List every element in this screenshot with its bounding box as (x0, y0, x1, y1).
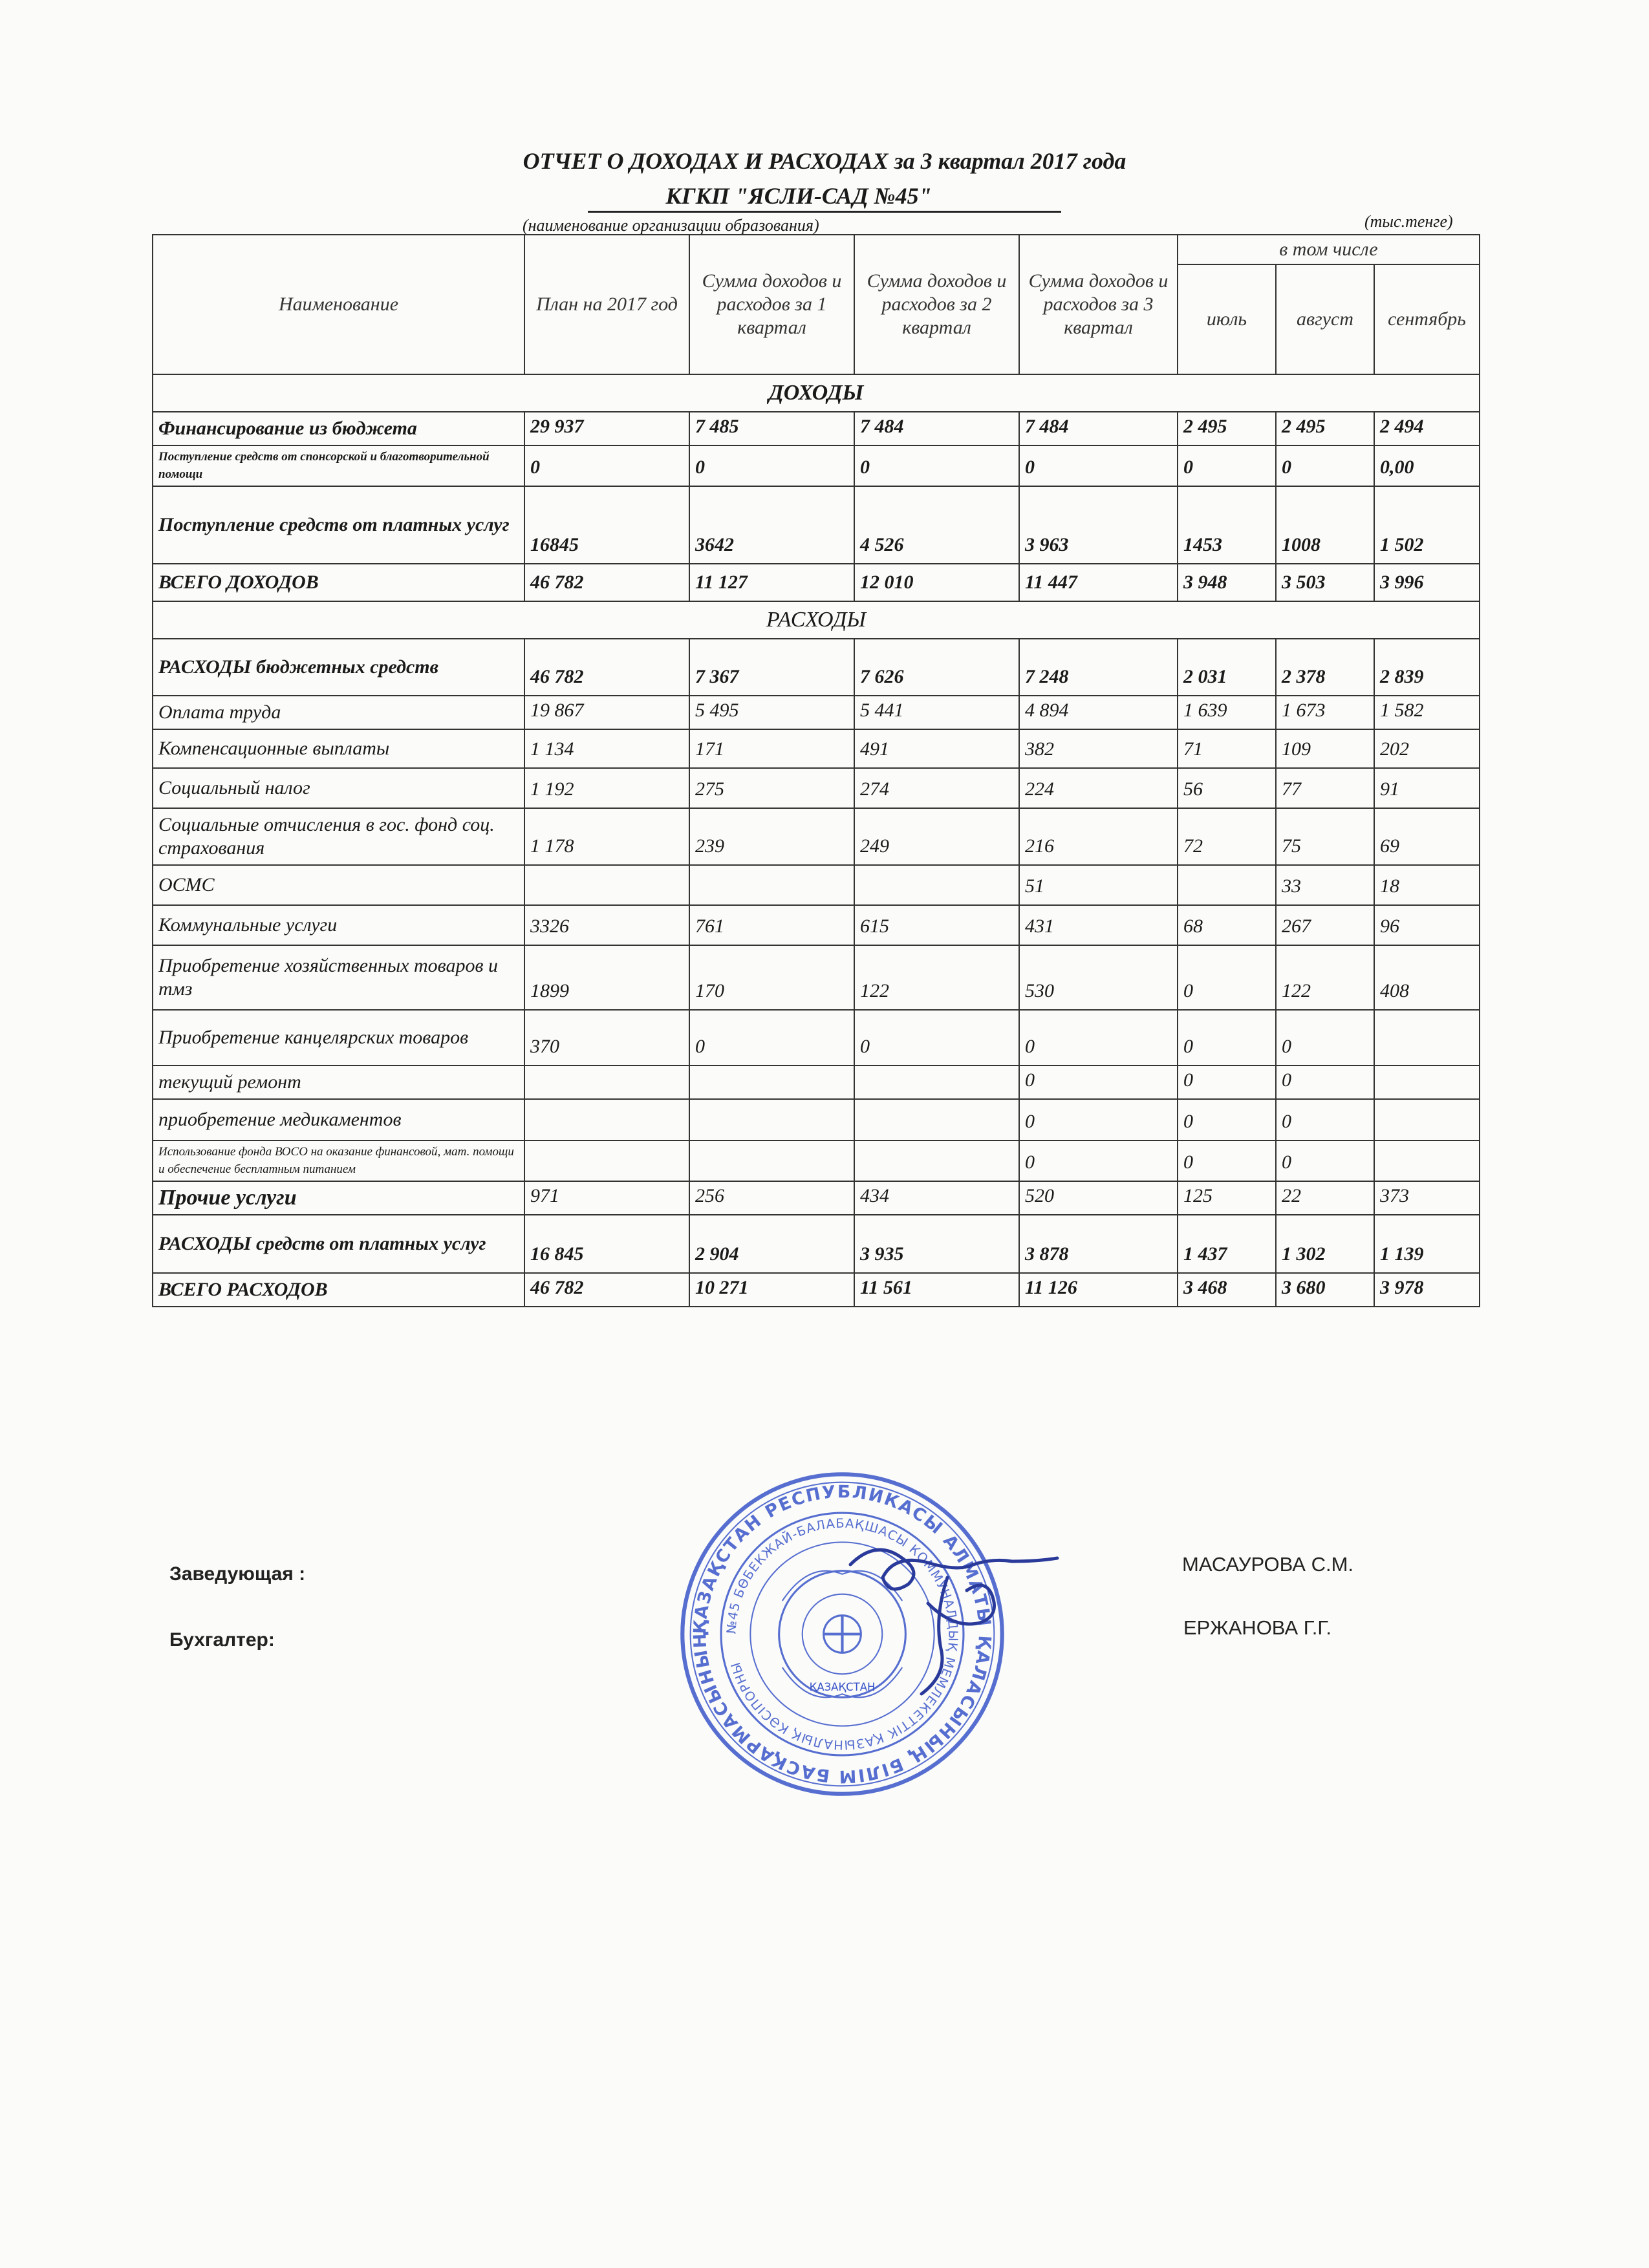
expense-q1-cell: 2 904 (689, 1215, 854, 1273)
expense-q1-cell: 170 (689, 945, 854, 1010)
expense-row (153, 808, 1480, 865)
expense-q2-cell: 11 561 (854, 1273, 1019, 1307)
expense-m1-cell: 125 (1178, 1181, 1276, 1215)
expense-plan-cell: 19 867 (524, 696, 689, 729)
expense-m3-cell (1374, 1065, 1480, 1099)
units-label: (тыс.тенге) (1364, 212, 1453, 231)
expense-plan-cell: 16 845 (524, 1215, 689, 1273)
expense-name: РАСХОДЫ средств от платных услуг (153, 1215, 524, 1273)
expense-m2-cell: 0 (1276, 1140, 1374, 1181)
accountant-name: ЕРЖАНОВА Г.Г. (1183, 1616, 1331, 1639)
head-name: МАСАУРОВА С.М. (1182, 1553, 1354, 1576)
expense-q2-cell: 0 (854, 1010, 1019, 1065)
income-name: Поступление средств от спонсорской и благотворительной помощи (153, 445, 524, 486)
expense-q3-cell: 0 (1019, 1065, 1178, 1099)
expense-q2-cell: 122 (854, 945, 1019, 1010)
expense-q2-cell: 491 (854, 729, 1019, 768)
expense-m2-cell: 75 (1276, 808, 1374, 865)
expense-m2-cell: 122 (1276, 945, 1374, 1010)
expense-m2-cell: 267 (1276, 905, 1374, 945)
expense-q3-cell: 431 (1019, 905, 1178, 945)
expense-m3-cell: 408 (1374, 945, 1480, 1010)
expense-m3-cell (1374, 1140, 1480, 1181)
expense-m3-cell: 96 (1374, 905, 1480, 945)
income-m2-cell: 1008 (1276, 486, 1374, 564)
expense-q2-cell: 5 441 (854, 696, 1019, 729)
expense-q1-cell: 7 367 (689, 639, 854, 696)
organization-caption: (наименование организации образования) (523, 216, 819, 235)
expense-q3-cell: 0 (1019, 1010, 1178, 1065)
expense-m1-cell: 72 (1178, 808, 1276, 865)
expense-m2-cell: 1 302 (1276, 1215, 1374, 1273)
expense-m2-cell: 33 (1276, 865, 1374, 905)
income-q2-cell: 12 010 (854, 564, 1019, 601)
expense-q2-cell: 7 626 (854, 639, 1019, 696)
income-q3-cell: 3 963 (1019, 486, 1178, 564)
expense-q3-cell: 224 (1019, 768, 1178, 808)
expense-plan-cell: 971 (524, 1181, 689, 1215)
expense-row (153, 729, 1480, 768)
income-m1-cell: 1453 (1178, 486, 1276, 564)
expense-name: Социальные отчисления в гос. фонд соц. страхования (153, 808, 524, 865)
expense-m2-cell: 0 (1276, 1065, 1374, 1099)
expense-name: Приобретение канцелярских товаров (153, 1010, 524, 1065)
expense-m1-cell: 3 468 (1178, 1273, 1276, 1307)
expense-name: Прочие услуги (153, 1181, 524, 1215)
expense-m1-cell: 0 (1178, 1099, 1276, 1140)
expense-name: ВСЕГО РАСХОДОВ (153, 1273, 524, 1307)
income-row (153, 564, 1480, 601)
income-q1-cell: 0 (689, 445, 854, 486)
expense-name: Компенсационные выплаты (153, 729, 524, 768)
expense-m1-cell: 0 (1178, 945, 1276, 1010)
expense-plan-cell (524, 1099, 689, 1140)
income-name: Поступление средств от платных услуг (153, 486, 524, 564)
expense-m3-cell: 1 139 (1374, 1215, 1480, 1273)
expense-q2-cell (854, 1065, 1019, 1099)
expense-m1-cell: 56 (1178, 768, 1276, 808)
expense-row (153, 1181, 1480, 1215)
expense-plan-cell: 370 (524, 1010, 689, 1065)
income-row (153, 445, 1480, 486)
expense-q1-cell: 239 (689, 808, 854, 865)
expense-m1-cell: 0 (1178, 1010, 1276, 1065)
expense-plan-cell (524, 1065, 689, 1099)
expense-section-title: РАСХОДЫ (153, 601, 1480, 639)
expense-plan-cell: 1 192 (524, 768, 689, 808)
expense-q1-cell: 171 (689, 729, 854, 768)
income-name: ВСЕГО ДОХОДОВ (153, 564, 524, 601)
expense-q1-cell: 256 (689, 1181, 854, 1215)
expense-name: Приобретение хозяйственных товаров и тмз (153, 945, 524, 1010)
expense-row (153, 696, 1480, 729)
expense-q3-cell: 382 (1019, 729, 1178, 768)
expense-q2-cell: 249 (854, 808, 1019, 865)
expense-row (153, 1273, 1480, 1307)
expense-m3-cell: 373 (1374, 1181, 1480, 1215)
organization-name (0, 182, 1649, 213)
expense-m3-cell (1374, 1099, 1480, 1140)
expense-m3-cell: 18 (1374, 865, 1480, 905)
expense-m1-cell (1178, 865, 1276, 905)
expense-q1-cell: 10 271 (689, 1273, 854, 1307)
expense-row (153, 1215, 1480, 1273)
expense-plan-cell: 1 134 (524, 729, 689, 768)
expense-m2-cell: 0 (1276, 1010, 1374, 1065)
expense-name: ОСМС (153, 865, 524, 905)
col-header-september: сентябрь (1374, 264, 1480, 374)
income-section-row (153, 374, 1480, 412)
expense-q2-cell: 3 935 (854, 1215, 1019, 1273)
expense-row (153, 865, 1480, 905)
income-plan-cell: 0 (524, 445, 689, 486)
col-header-q2: Сумма доходов и расходов за 2 квартал (854, 235, 1019, 374)
expense-row (153, 1140, 1480, 1181)
income-m3-cell: 2 494 (1374, 412, 1480, 445)
signature-scribble (831, 1526, 1090, 1713)
expense-plan-cell (524, 1140, 689, 1181)
income-m1-cell: 3 948 (1178, 564, 1276, 601)
expense-q3-cell: 216 (1019, 808, 1178, 865)
col-header-plan: План на 2017 год (524, 235, 689, 374)
expense-name: Оплата труда (153, 696, 524, 729)
expense-m1-cell: 68 (1178, 905, 1276, 945)
income-q3-cell: 7 484 (1019, 412, 1178, 445)
expense-row (153, 1099, 1480, 1140)
expense-q2-cell: 274 (854, 768, 1019, 808)
expense-m3-cell: 69 (1374, 808, 1480, 865)
expense-m1-cell: 71 (1178, 729, 1276, 768)
income-name: Финансирование из бюджета (153, 412, 524, 445)
expense-m2-cell: 77 (1276, 768, 1374, 808)
expense-plan-cell: 3326 (524, 905, 689, 945)
expense-m3-cell (1374, 1010, 1480, 1065)
expense-m2-cell: 0 (1276, 1099, 1374, 1140)
expense-row (153, 945, 1480, 1010)
expense-q2-cell: 434 (854, 1181, 1019, 1215)
income-plan-cell: 46 782 (524, 564, 689, 601)
expense-q1-cell: 5 495 (689, 696, 854, 729)
income-q3-cell: 0 (1019, 445, 1178, 486)
expense-row (153, 768, 1480, 808)
income-m2-cell: 0 (1276, 445, 1374, 486)
stamp-inner-text: №45 БӨБЕКЖАЙ-БАЛАБАҚШАСЫ КОММУНАЛДЫҚ МЕМЛЕКЕТТІК ҚАЗЫНАЛЫҚ КӘСІПОРНЫ (724, 1515, 961, 1753)
expense-q1-cell (689, 1065, 854, 1099)
income-m3-cell: 1 502 (1374, 486, 1480, 564)
organization-name-text: КГКП "ЯСЛИ-САД №45" (588, 182, 1061, 213)
income-q2-cell: 4 526 (854, 486, 1019, 564)
expense-name: приобретение медикаментов (153, 1099, 524, 1140)
table-header-row (153, 235, 1480, 264)
income-m1-cell: 0 (1178, 445, 1276, 486)
expense-q1-cell (689, 1099, 854, 1140)
col-header-q3: Сумма доходов и расходов за 3 квартал (1019, 235, 1178, 374)
expense-m3-cell: 1 582 (1374, 696, 1480, 729)
expense-row (153, 905, 1480, 945)
expense-q3-cell: 3 878 (1019, 1215, 1178, 1273)
expense-m2-cell: 109 (1276, 729, 1374, 768)
expense-m3-cell: 2 839 (1374, 639, 1480, 696)
accountant-label: Бухгалтер: (169, 1629, 275, 1651)
expense-name: Использование фонда ВОСО на оказание финансовой, мат. помощи и обеспечение бесплатным питанием (153, 1140, 524, 1181)
expense-row (153, 1065, 1480, 1099)
expense-m1-cell: 1 437 (1178, 1215, 1276, 1273)
income-q1-cell: 3642 (689, 486, 854, 564)
col-header-q1: Сумма доходов и расходов за 1 квартал (689, 235, 854, 374)
expense-q3-cell: 0 (1019, 1099, 1178, 1140)
expense-q2-cell (854, 1140, 1019, 1181)
income-row (153, 486, 1480, 564)
expense-q3-cell: 0 (1019, 1140, 1178, 1181)
income-q2-cell: 7 484 (854, 412, 1019, 445)
expense-m2-cell: 2 378 (1276, 639, 1374, 696)
report-title: ОТЧЕТ О ДОХОДАХ И РАСХОДАХ за 3 квартал 2017 года (523, 148, 1126, 174)
expense-q3-cell: 520 (1019, 1181, 1178, 1215)
income-m3-cell: 3 996 (1374, 564, 1480, 601)
expense-q1-cell: 275 (689, 768, 854, 808)
income-q1-cell: 7 485 (689, 412, 854, 445)
income-section-title: ДОХОДЫ (153, 374, 1480, 412)
income-m3-cell: 0,00 (1374, 445, 1480, 486)
expense-m1-cell: 2 031 (1178, 639, 1276, 696)
expense-q2-cell: 615 (854, 905, 1019, 945)
expense-name: Социальный налог (153, 768, 524, 808)
expense-q1-cell (689, 1140, 854, 1181)
expense-section-row (153, 601, 1480, 639)
expense-m1-cell: 1 639 (1178, 696, 1276, 729)
income-m1-cell: 2 495 (1178, 412, 1276, 445)
expense-row (153, 1010, 1480, 1065)
expense-m2-cell: 1 673 (1276, 696, 1374, 729)
expense-plan-cell: 46 782 (524, 639, 689, 696)
col-header-name: Наименование (153, 235, 524, 374)
expense-plan-cell: 46 782 (524, 1273, 689, 1307)
expense-q3-cell: 11 126 (1019, 1273, 1178, 1307)
expense-name: РАСХОДЫ бюджетных средств (153, 639, 524, 696)
income-plan-cell: 16845 (524, 486, 689, 564)
expense-q3-cell: 4 894 (1019, 696, 1178, 729)
col-header-including: в том числе (1178, 235, 1480, 264)
expense-plan-cell: 1 178 (524, 808, 689, 865)
expense-q3-cell: 51 (1019, 865, 1178, 905)
expense-m2-cell: 22 (1276, 1181, 1374, 1215)
income-row (153, 412, 1480, 445)
expense-q2-cell (854, 1099, 1019, 1140)
income-q2-cell: 0 (854, 445, 1019, 486)
expense-q1-cell: 0 (689, 1010, 854, 1065)
expense-m2-cell: 3 680 (1276, 1273, 1374, 1307)
col-header-august: август (1276, 264, 1374, 374)
expense-q3-cell: 530 (1019, 945, 1178, 1010)
expense-m1-cell: 0 (1178, 1140, 1276, 1181)
income-m2-cell: 3 503 (1276, 564, 1374, 601)
income-q3-cell: 11 447 (1019, 564, 1178, 601)
income-plan-cell: 29 937 (524, 412, 689, 445)
expense-plan-cell: 1899 (524, 945, 689, 1010)
expense-name: Коммунальные услуги (153, 905, 524, 945)
income-q1-cell: 11 127 (689, 564, 854, 601)
expense-q1-cell (689, 865, 854, 905)
report-table (152, 234, 1480, 1307)
expense-name: текущий ремонт (153, 1065, 524, 1099)
income-m2-cell: 2 495 (1276, 412, 1374, 445)
expense-q2-cell (854, 865, 1019, 905)
stamp-center-text: ҚАЗАҚСТАН (809, 1681, 876, 1694)
expense-row (153, 639, 1480, 696)
expense-m1-cell: 0 (1178, 1065, 1276, 1099)
head-label: Заведующая : (169, 1563, 306, 1585)
expense-m3-cell: 3 978 (1374, 1273, 1480, 1307)
col-header-july: июль (1178, 264, 1276, 374)
expense-plan-cell (524, 865, 689, 905)
expense-m3-cell: 202 (1374, 729, 1480, 768)
expense-q3-cell: 7 248 (1019, 639, 1178, 696)
expense-q1-cell: 761 (689, 905, 854, 945)
expense-m3-cell: 91 (1374, 768, 1480, 808)
stamp-outer-text: ҚАЗАҚСТАН РЕСПУБЛИКАСЫ АЛМАТЫ ҚАЛАСЫНЫҢ БІЛІМ БАСҚАРМАСЫНЫҢ (690, 1482, 995, 1786)
